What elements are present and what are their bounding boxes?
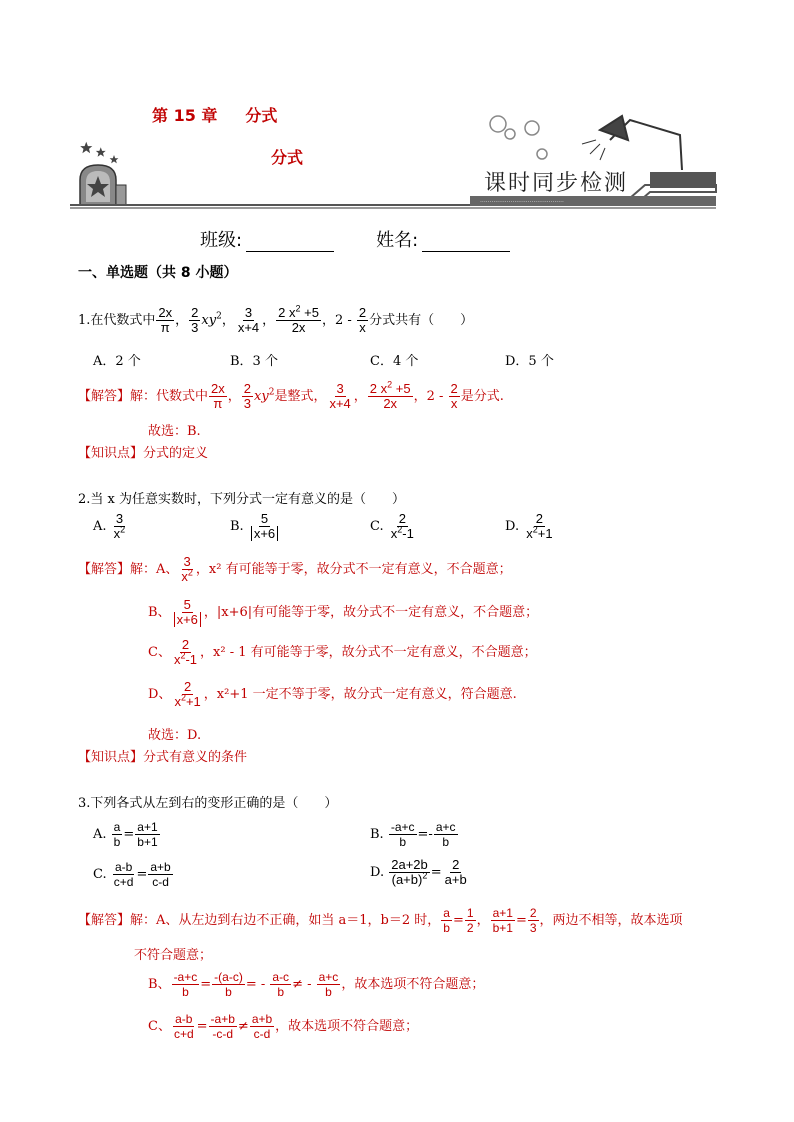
name-field[interactable] [422, 235, 510, 252]
q2-option-c[interactable]: C. $\frac{2}{x^2-1}$ [370, 511, 414, 541]
banner-title: 课时同步检测 [484, 171, 629, 196]
q2-option-a[interactable]: A. $\frac{3}{x^2}$ [93, 511, 126, 541]
svg-text:······························: ············································ [480, 199, 564, 206]
class-field[interactable] [246, 235, 334, 252]
desk-lamp-icon [582, 116, 682, 170]
q2-knowledge: 【知识点】分式有意义的条件 [78, 750, 248, 765]
q2-answer-c: C、 $\frac{2}{x^2-1}$ ，x² - 1 有可能等于零，故分式不一定有意义，不合题意； [148, 637, 537, 667]
q1-option-a[interactable]: A．2 个 [93, 354, 141, 369]
chapter-title [152, 103, 277, 126]
q3-option-b[interactable]: B. $\frac{-a+c}{b}$ =- $\frac{a+c}{b}$ [370, 820, 456, 849]
star-badge-icon [80, 142, 126, 205]
q1-knowledge: 【知识点】分式的定义 [78, 446, 209, 461]
section-heading: 一、单选题（共 8 小题） [78, 265, 238, 281]
q2-answer-b: B、 $\frac{5}{x+6}$ ，|x+6|有可能等于零，故分式不一定有意义，不合题意； [148, 597, 539, 627]
class-label: 班级: [200, 230, 243, 251]
section-title: 分式 [271, 148, 304, 167]
q2-option-b[interactable]: B. $\frac{5}{x+6}$ [230, 512, 281, 541]
q2-choose: 故选：D. [148, 728, 202, 743]
chapter-subtitle: 分式 [245, 106, 278, 125]
q1-choose: 故选：B. [148, 424, 201, 439]
class-name-line [200, 226, 510, 252]
chapter-number: 第 15 章 [152, 106, 218, 125]
q1-option-c[interactable]: C．4 个 [370, 354, 419, 369]
q2-answer-d: D、 $\frac{2}{x^2+1}$ ，x²+1 一定不等于零，故分式一定有意义，符合题意. [148, 679, 517, 709]
q2-stem: 2.当 x 为任意实数时，下列分式一定有意义的是（ ） [78, 492, 405, 507]
q3-option-c[interactable]: C. $\frac{a-b}{c+d}$ = $\frac{a+b}{c-d}$ [93, 860, 171, 889]
q2-answer-a: 【解答】解：A、 $\frac{3}{x^2}$ ，x² 有可能等于零，故分式不一定有意义，不合题意； [78, 554, 512, 584]
q3-answer-a: 【解答】解：A、从左边到右边不正确，如当 a＝1，b＝2 时， $\frac{a}{b}$ = $\frac{1}{2}$ ， $\frac{a+1}{b+1}$ = $\frac{2}{3}$ ，两边不相等，故本选项 [78, 906, 683, 935]
q3-stem: 3.下列各式从左到右的变形正确的是（ ） [78, 796, 338, 811]
q3-option-d[interactable]: D. $\frac{2a+2b}{(a+b)^2}$ = $\frac{2}{a+b}$ [370, 857, 467, 887]
q1-stem: 1.在代数式中 $\frac{2x}{\pi}$ ， $\frac{2}{3}$ $xy^2$， $\frac{3}{x+4}$ ， $\frac{2 x^2 +5}{2x}$ ，2 - $\frac{2}{x}$ 分式共有（ ） [78, 303, 474, 335]
q3-answer-a-cont: 不符合题意； [134, 948, 213, 963]
q1-option-b[interactable]: B．3 个 [230, 354, 278, 369]
name-label: 姓名: [376, 230, 419, 251]
q3-answer-c: C、 $\frac{a-b}{c+d}$ = $\frac{-a+b}{-c-d}$ ≠ $\frac{a+b}{c-d}$ ，故本选项不符合题意； [148, 1012, 419, 1041]
q1-answer: 【解答】解：代数式中 $\frac{2x}{\pi}$ ， $\frac{2}{3}$ $xy^2$是整式， $\frac{3}{x+4}$ ， $\frac{2 x^2 +5}{2x}$ ，2 - $\frac{2}{x}$ 是分式. [78, 379, 504, 411]
bubbles-icon [490, 116, 547, 159]
q2-option-d[interactable]: D. $\frac{2}{x^2+1}$ [505, 511, 553, 541]
q1-option-d[interactable]: D．5 个 [505, 354, 554, 369]
q3-option-a[interactable]: A. $\frac{a}{b}$ = $\frac{a+1}{b+1}$ [93, 820, 158, 849]
q3-answer-b: B、 $\frac{-a+c}{b}$ = $\frac{-(a-c)}{b}$ = - $\frac{a-c}{b}$ ≠ - $\frac{a+c}{b}$ ，故本选项不符合题意； [148, 970, 485, 999]
